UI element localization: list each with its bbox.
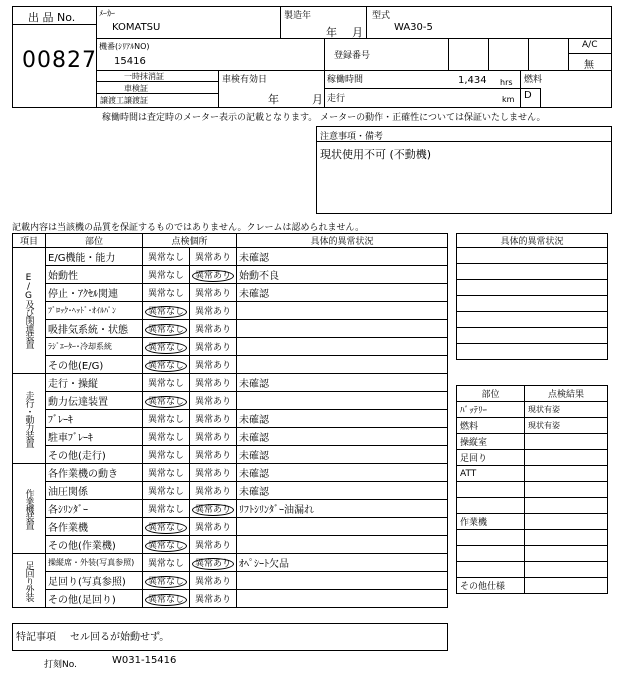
no-abnormality-label: 異常なし (145, 576, 187, 588)
result-value (525, 514, 608, 530)
hours-note: 稼働時間は査定時のメーター表示の記載となります。 メーターの動作・正確性については保証いたしません。 (102, 113, 546, 123)
group-label (13, 554, 46, 608)
table-row (13, 554, 448, 572)
no-abnormality-option (143, 356, 190, 374)
table-row (13, 302, 448, 320)
detail-cell: ﾘﾌﾄｼﾘﾝﾀﾞｰ油漏れ (237, 500, 448, 518)
maker-label: ﾒｰｶｰ (99, 9, 115, 18)
abnormality-label: 異常あり (192, 504, 234, 516)
abnormality-option (190, 266, 237, 284)
no-abnormality-option (143, 590, 190, 608)
part-cell: 始動性 (46, 266, 143, 284)
abnormality-option (190, 536, 237, 554)
result-part: ﾊﾞｯﾃﾘｰ (457, 402, 525, 418)
special-notes-label: 特記事項 (16, 632, 56, 643)
col-header-item: 項目 (13, 234, 46, 248)
right-detail-blank-row (457, 296, 608, 312)
detail-cell: ｵﾍﾟｼｰﾄ欠品 (237, 554, 448, 572)
no-abnormality-option (143, 284, 190, 302)
result-row (457, 434, 608, 450)
inspection-month-unit: 月 (312, 93, 323, 106)
item-no-label: 出 品 No. (28, 11, 76, 24)
result-part: 作業機 (457, 514, 525, 530)
table-row (13, 356, 448, 374)
no-abnormality-option (143, 320, 190, 338)
abnormality-label: 異常あり (195, 541, 232, 551)
part-cell: 駐車ﾌﾞﾚｰｷ (46, 428, 143, 446)
abnormality-label: 異常あり (195, 397, 232, 407)
result-blank-cell (525, 546, 608, 562)
abnormality-label: 異常あり (195, 469, 232, 479)
result-row (457, 450, 608, 466)
no-abnormality-option (143, 338, 190, 356)
abnormality-option (190, 284, 237, 302)
part-cell: その他(作業機) (46, 536, 143, 554)
inspection-year-unit: 年 (268, 93, 279, 106)
year-label: 製造年 (284, 11, 312, 21)
no-abnormality-option (143, 482, 190, 500)
result-value: 現状有姿 (525, 418, 608, 434)
result-value (525, 434, 608, 450)
abnormality-option (190, 572, 237, 590)
table-row (13, 572, 448, 590)
right-detail-blank-row (457, 344, 608, 360)
group-label (13, 464, 46, 554)
part-cell: 操縦席・外装(写真参照) (46, 554, 143, 572)
abnormality-label: 異常あり (195, 487, 232, 497)
table-row (13, 374, 448, 392)
result-part: その他仕様 (457, 578, 525, 594)
result-row (457, 418, 608, 434)
maker: KOMATSU (112, 22, 161, 33)
no-abnormality-label: 異常なし (145, 540, 187, 552)
abnormality-label: 異常あり (192, 270, 234, 282)
abnormality-option (190, 464, 237, 482)
no-abnormality-label: 異常なし (148, 289, 185, 299)
no-abnormality-option (143, 374, 190, 392)
registration-label: 登録番号 (334, 51, 371, 61)
inspection-table (12, 233, 448, 608)
no-abnormality-option (143, 554, 190, 572)
no-abnormality-label: 異常なし (148, 451, 185, 461)
detail-cell: 未確認 (237, 410, 448, 428)
part-cell: その他(走行) (46, 446, 143, 464)
right-detail-blank-row (457, 328, 608, 344)
no-abnormality-label: 異常なし (148, 271, 185, 281)
abnormality-option (190, 518, 237, 536)
result-part: 足回り (457, 450, 525, 466)
table-row (13, 446, 448, 464)
abnormality-label: 異常あり (195, 379, 232, 389)
result-part: 操縦室 (457, 434, 525, 450)
item-no: 00827 (22, 48, 97, 73)
part-cell: E/G機能・能力 (46, 248, 143, 266)
abnormality-label: 異常あり (195, 451, 232, 461)
no-abnormality-label: 異常なし (148, 415, 185, 425)
detail-cell: 未確認 (237, 446, 448, 464)
result-value (525, 466, 608, 482)
part-cell: 走行・操縦 (46, 374, 143, 392)
results-header-part: 部位 (457, 386, 525, 402)
abnormality-option (190, 428, 237, 446)
result-blank-cell (457, 530, 525, 546)
no-abnormality-label: 異常なし (148, 559, 185, 569)
detail-cell (237, 536, 448, 554)
abnormality-label: 異常あり (195, 577, 232, 587)
detail-cell (237, 590, 448, 608)
part-cell: ﾗｼﾞｴｰﾀｰ･冷却系統 (46, 338, 143, 356)
detail-cell: 未確認 (237, 284, 448, 302)
abnormality-label: 異常あり (195, 307, 232, 317)
detail-cell (237, 338, 448, 356)
part-cell: 停止・ｱｸｾﾙ関連 (46, 284, 143, 302)
group-label (13, 248, 46, 374)
part-cell: 各作業機の動き (46, 464, 143, 482)
abnormality-option (190, 590, 237, 608)
no-abnormality-label: 異常なし (148, 505, 185, 515)
table-row (13, 338, 448, 356)
stamp-value: W031-15416 (112, 655, 177, 666)
group-name: 作業機装置 (23, 488, 34, 529)
caution-label: 注意事項・備考 (320, 132, 384, 142)
table-row (13, 536, 448, 554)
stamp-label: 打刻No. (44, 660, 77, 670)
part-cell: その他(足回り) (46, 590, 143, 608)
result-blank-cell (525, 530, 608, 546)
table-row (13, 482, 448, 500)
right-detail-table (456, 233, 608, 360)
abnormality-label: 異常あり (195, 343, 232, 353)
part-cell: 吸排気系統・状態 (46, 320, 143, 338)
no-abnormality-option (143, 536, 190, 554)
part-cell: その他(E/G) (46, 356, 143, 374)
serial: 15416 (114, 56, 146, 67)
no-abnormality-option (143, 518, 190, 536)
detail-cell (237, 518, 448, 536)
results-header-result: 点検結果 (525, 386, 608, 402)
detail-cell (237, 356, 448, 374)
abnormality-label: 異常あり (195, 289, 232, 299)
model: WA30-5 (394, 22, 433, 33)
abnormality-label: 異常あり (195, 433, 232, 443)
part-cell: 足回り(写真参照) (46, 572, 143, 590)
table-row (13, 284, 448, 302)
abnormality-option (190, 410, 237, 428)
mileage-label: 走行 (327, 94, 346, 104)
part-cell: 各ｼﾘﾝﾀﾞｰ (46, 500, 143, 518)
col-header-detail: 具体的異常状況 (237, 234, 448, 248)
model-label: 型式 (372, 11, 391, 21)
abnormality-label: 異常あり (195, 595, 232, 605)
detail-cell: 未確認 (237, 464, 448, 482)
no-abnormality-label: 異常なし (148, 253, 185, 263)
detail-cell: 未確認 (237, 374, 448, 392)
table-row (13, 320, 448, 338)
table-row (13, 518, 448, 536)
part-cell: 動力伝達装置 (46, 392, 143, 410)
abnormality-option (190, 338, 237, 356)
table-row (13, 428, 448, 446)
year-unit: 年 (326, 26, 337, 39)
part-cell: ﾌﾞﾚｰｷ (46, 410, 143, 428)
table-row (13, 266, 448, 284)
part-cell: 各作業機 (46, 518, 143, 536)
no-abnormality-label: 異常なし (148, 433, 185, 443)
detail-cell (237, 302, 448, 320)
part-cell: 油圧関係 (46, 482, 143, 500)
no-abnormality-label: 異常なし (148, 379, 185, 389)
no-abnormality-option (143, 500, 190, 518)
result-blank-cell (525, 498, 608, 514)
group-label (13, 374, 46, 464)
abnormality-option (190, 248, 237, 266)
inspection-results-table (456, 385, 608, 594)
special-notes-text: セル回るが始動せず。 (70, 632, 170, 643)
result-row (457, 402, 608, 418)
result-part: 燃料 (457, 418, 525, 434)
right-detail-header: 具体的異常状況 (457, 234, 608, 248)
result-blank-cell (525, 562, 608, 578)
result-row (457, 578, 608, 594)
table-row (13, 410, 448, 428)
table-row (13, 590, 448, 608)
serial-label: 機番(ｼﾘｱﾙNO) (99, 42, 150, 51)
no-abnormality-label: 異常なし (145, 522, 187, 534)
detail-cell (237, 572, 448, 590)
abnormality-option (190, 374, 237, 392)
no-abnormality-option (143, 464, 190, 482)
abnormality-label: 異常あり (195, 253, 232, 263)
right-detail-blank-row (457, 264, 608, 280)
abnormality-label: 異常あり (192, 558, 234, 570)
no-abnormality-option (143, 572, 190, 590)
fuel-value: D (524, 90, 532, 101)
detail-cell (237, 392, 448, 410)
quality-note: 記載内容は当該機の品質を保証するものではありません。クレームは認められません。 (12, 223, 365, 233)
detail-cell: 未確認 (237, 428, 448, 446)
no-abnormality-option (143, 392, 190, 410)
result-blank-cell (457, 482, 525, 498)
vehicle-cert-label: 車検証 (124, 84, 148, 93)
no-abnormality-label: 異常なし (145, 342, 187, 354)
abnormality-option (190, 446, 237, 464)
no-abnormality-label: 異常なし (145, 594, 187, 606)
table-row (13, 248, 448, 266)
caution-text: 現状使用不可 (不動機) (320, 148, 432, 161)
no-abnormality-option (143, 446, 190, 464)
ac-label: A/C (582, 40, 598, 50)
no-abnormality-option (143, 248, 190, 266)
no-abnormality-label: 異常なし (145, 324, 187, 336)
no-abnormality-label: 異常なし (145, 396, 187, 408)
result-row (457, 466, 608, 482)
right-detail-blank-row (457, 248, 608, 264)
part-cell: ﾌﾞﾛｯｸ･ﾍｯﾄﾞ･ｵｲﾙﾊﾟﾝ (46, 302, 143, 320)
table-row (13, 392, 448, 410)
fuel-label: 燃料 (524, 75, 543, 85)
month-unit: 月 (352, 26, 363, 39)
result-blank-cell (457, 562, 525, 578)
abnormality-option (190, 554, 237, 572)
detail-cell: 未確認 (237, 248, 448, 266)
detail-cell: 始動不良 (237, 266, 448, 284)
abnormality-label: 異常あり (195, 325, 232, 335)
result-blank-cell (525, 482, 608, 498)
no-abnormality-label: 異常なし (148, 469, 185, 479)
hours-unit: hrs (500, 78, 513, 87)
group-name: E/G及び関連装置 (23, 273, 34, 348)
no-abnormality-option (143, 410, 190, 428)
temp-permit-label: 一時抹消証 (124, 72, 164, 81)
no-abnormality-label: 異常なし (148, 487, 185, 497)
result-part: ATT (457, 466, 525, 482)
no-abnormality-label: 異常なし (145, 360, 187, 372)
right-detail-blank-row (457, 312, 608, 328)
no-abnormality-option (143, 302, 190, 320)
ac-value: 無 (584, 60, 594, 71)
result-value (525, 450, 608, 466)
group-name: 走行・動力装置 (23, 390, 34, 447)
abnormality-option (190, 356, 237, 374)
no-abnormality-option (143, 266, 190, 284)
table-row (13, 464, 448, 482)
km-unit: km (502, 95, 515, 104)
result-blank-cell (457, 546, 525, 562)
abnormality-option (190, 482, 237, 500)
hours-label: 稼働時間 (327, 75, 364, 85)
abnormality-label: 異常あり (195, 415, 232, 425)
group-name: 足回り外装 (23, 560, 34, 601)
result-value: 現状有姿 (525, 402, 608, 418)
col-header-part: 部位 (46, 234, 143, 248)
abnormality-option (190, 320, 237, 338)
result-value (525, 578, 608, 594)
abnormality-option (190, 392, 237, 410)
transfer-cert-label: 譲渡工譲渡証 (100, 96, 148, 105)
abnormality-label: 異常あり (195, 523, 232, 533)
col-header-check: 点検個所 (143, 234, 237, 248)
no-abnormality-option (143, 428, 190, 446)
abnormality-option (190, 500, 237, 518)
result-blank-cell (457, 498, 525, 514)
abnormality-option (190, 302, 237, 320)
no-abnormality-label: 異常なし (145, 306, 187, 318)
hours-value: 1,434 (458, 75, 487, 86)
detail-cell (237, 320, 448, 338)
right-detail-blank-row (457, 280, 608, 296)
table-row (13, 500, 448, 518)
result-row (457, 514, 608, 530)
abnormality-label: 異常あり (195, 361, 232, 371)
inspection-date-label: 車検有効日 (222, 75, 268, 85)
detail-cell: 未確認 (237, 482, 448, 500)
